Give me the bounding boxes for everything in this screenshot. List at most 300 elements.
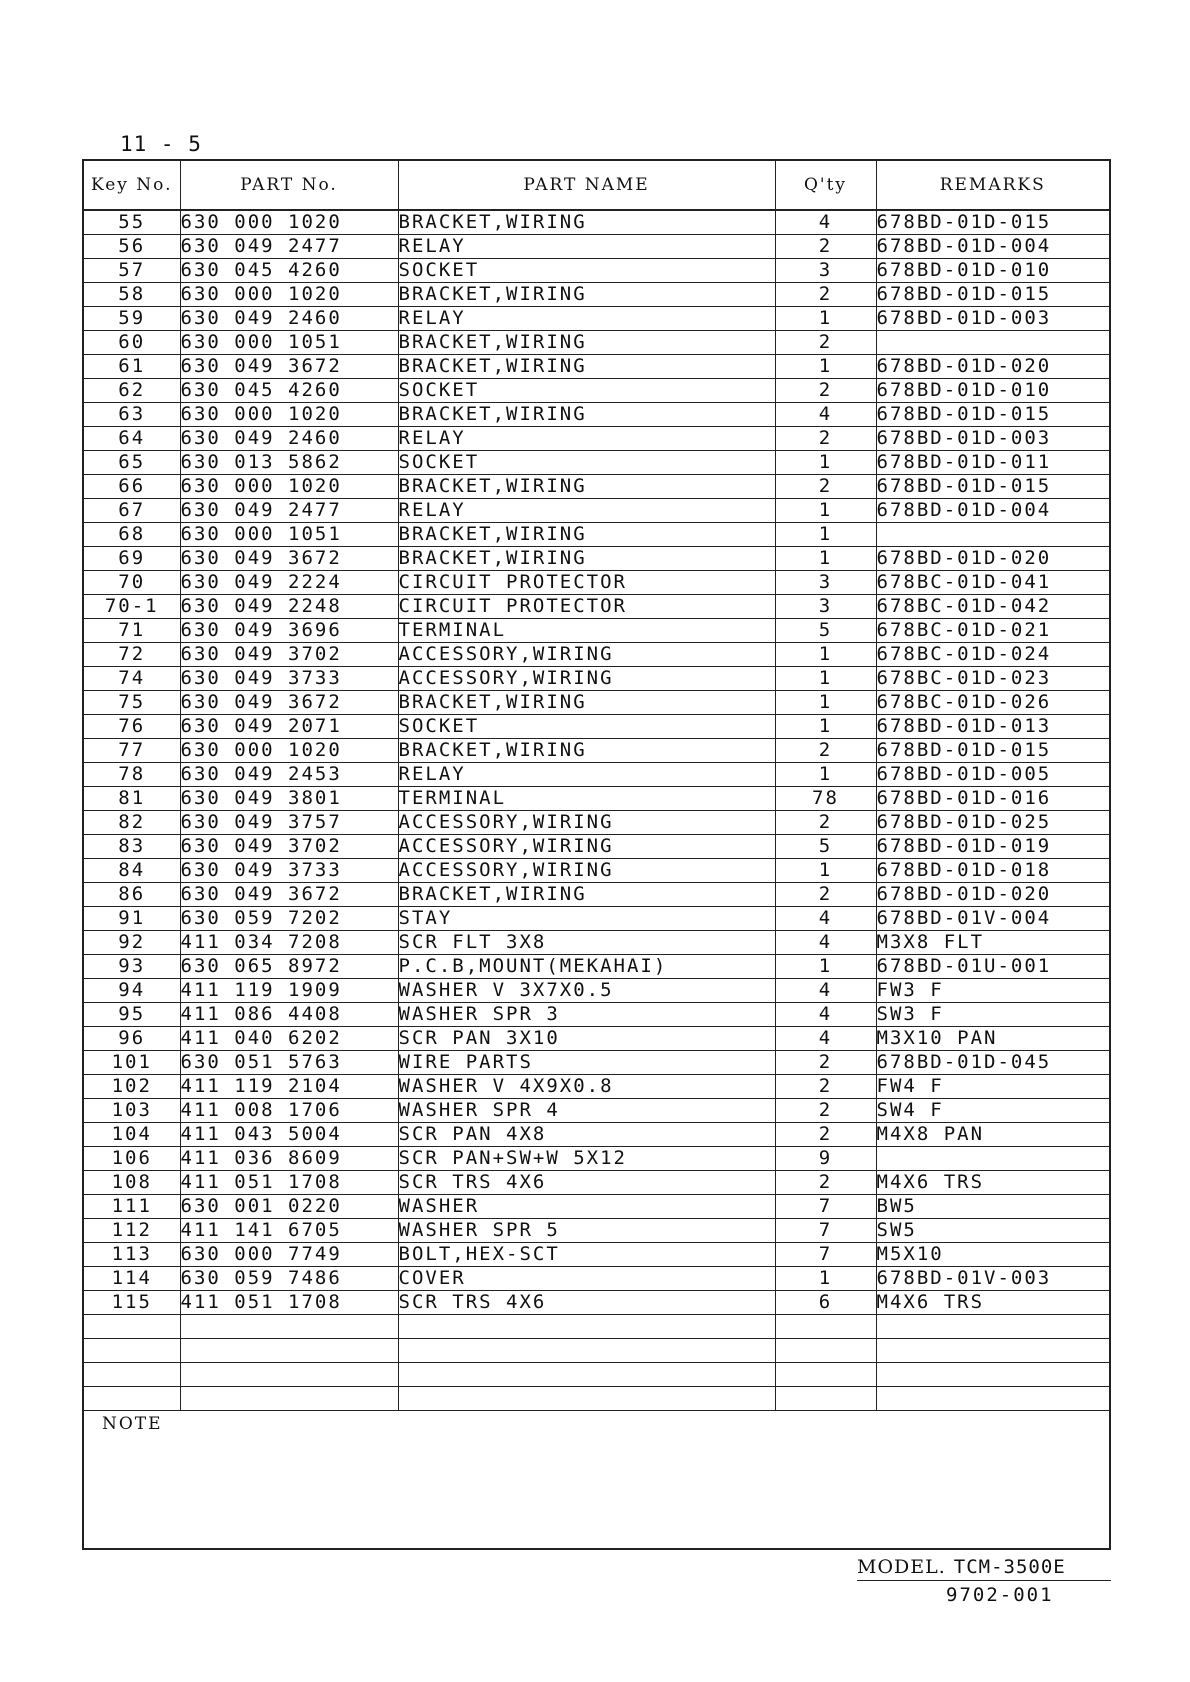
row-key-no: 74 xyxy=(84,667,180,691)
row-part-name: P.C.B,MOUNT(MEKAHAI) xyxy=(398,955,775,979)
row-key-no: 75 xyxy=(84,691,180,715)
table-row xyxy=(84,1315,1109,1339)
row-remarks: 678BD-01D-011 xyxy=(876,451,1109,475)
row-part-name: RELAY xyxy=(398,499,775,523)
table-row xyxy=(84,955,1109,979)
row-qty xyxy=(775,1387,876,1411)
row-part-name: WASHER V 4X9X0.8 xyxy=(398,1075,775,1099)
table-row xyxy=(84,811,1109,835)
model-line xyxy=(857,1556,1111,1581)
row-part-no: 411 119 1909 xyxy=(180,979,398,1003)
row-remarks: 678BC-01D-024 xyxy=(876,643,1109,667)
row-remarks xyxy=(876,331,1109,355)
row-part-no: 630 049 3733 xyxy=(180,859,398,883)
table-row xyxy=(84,907,1109,931)
row-part-no: 411 036 8609 xyxy=(180,1147,398,1171)
row-remarks: 678BD-01D-010 xyxy=(876,379,1109,403)
model-value: TCM-3500E xyxy=(953,1556,1066,1578)
row-part-no: 630 045 4260 xyxy=(180,379,398,403)
row-qty: 78 xyxy=(775,787,876,811)
row-part-no: 630 049 3672 xyxy=(180,883,398,907)
table-row xyxy=(84,379,1109,403)
row-key-no: 67 xyxy=(84,499,180,523)
row-part-no: 411 086 4408 xyxy=(180,1003,398,1027)
row-key-no: 95 xyxy=(84,1003,180,1027)
row-qty: 2 xyxy=(775,1123,876,1147)
row-part-name: WIRE PARTS xyxy=(398,1051,775,1075)
row-part-no: 630 049 3672 xyxy=(180,691,398,715)
row-key-no: 102 xyxy=(84,1075,180,1099)
row-key-no: 60 xyxy=(84,331,180,355)
row-part-no xyxy=(180,1339,398,1363)
row-qty: 1 xyxy=(775,547,876,571)
table-row xyxy=(84,1027,1109,1051)
row-key-no: 57 xyxy=(84,259,180,283)
row-remarks: 678BD-01D-025 xyxy=(876,811,1109,835)
row-part-no: 630 013 5862 xyxy=(180,451,398,475)
row-part-no: 630 049 3702 xyxy=(180,643,398,667)
row-part-no: 630 049 3702 xyxy=(180,835,398,859)
row-part-no: 630 051 5763 xyxy=(180,1051,398,1075)
row-key-no: 71 xyxy=(84,619,180,643)
row-qty: 1 xyxy=(775,763,876,787)
parts-table xyxy=(84,161,1109,1411)
row-key-no: 82 xyxy=(84,811,180,835)
row-remarks: M5X10 xyxy=(876,1243,1109,1267)
row-key-no: 56 xyxy=(84,235,180,259)
table-row xyxy=(84,210,1109,235)
row-part-name: SOCKET xyxy=(398,451,775,475)
table-row xyxy=(84,475,1109,499)
table-row xyxy=(84,259,1109,283)
row-remarks: M4X8 PAN xyxy=(876,1123,1109,1147)
row-remarks: FW3 F xyxy=(876,979,1109,1003)
row-part-no: 411 051 1708 xyxy=(180,1291,398,1315)
row-key-no: 61 xyxy=(84,355,180,379)
row-key-no: 64 xyxy=(84,427,180,451)
row-key-no: 104 xyxy=(84,1123,180,1147)
row-part-no: 630 000 7749 xyxy=(180,1243,398,1267)
table-row xyxy=(84,1243,1109,1267)
row-key-no: 92 xyxy=(84,931,180,955)
row-part-no: 630 045 4260 xyxy=(180,259,398,283)
row-qty: 2 xyxy=(775,739,876,763)
table-row xyxy=(84,307,1109,331)
row-qty: 1 xyxy=(775,451,876,475)
row-remarks: M4X6 TRS xyxy=(876,1291,1109,1315)
model-label: MODEL. xyxy=(857,1556,946,1578)
row-qty: 1 xyxy=(775,643,876,667)
row-qty xyxy=(775,1315,876,1339)
table-row xyxy=(84,1147,1109,1171)
table-row xyxy=(84,835,1109,859)
row-part-no: 630 000 1020 xyxy=(180,283,398,307)
row-part-no: 630 065 8972 xyxy=(180,955,398,979)
row-qty xyxy=(775,1339,876,1363)
row-part-name: ACCESSORY,WIRING xyxy=(398,643,775,667)
table-row xyxy=(84,1051,1109,1075)
table-row xyxy=(84,931,1109,955)
row-part-name: SOCKET xyxy=(398,379,775,403)
header-remarks: REMARKS xyxy=(876,161,1109,210)
row-key-no xyxy=(84,1339,180,1363)
row-part-name: SCR PAN 4X8 xyxy=(398,1123,775,1147)
row-part-no: 630 049 3672 xyxy=(180,547,398,571)
row-part-name: WASHER SPR 5 xyxy=(398,1219,775,1243)
row-part-no: 630 049 2460 xyxy=(180,427,398,451)
row-remarks: FW4 F xyxy=(876,1075,1109,1099)
row-part-name: SCR TRS 4X6 xyxy=(398,1171,775,1195)
header-part-no: PART No. xyxy=(180,161,398,210)
table-row xyxy=(84,235,1109,259)
page-number: 11 - 5 xyxy=(120,132,202,156)
table-row xyxy=(84,643,1109,667)
row-part-name: ACCESSORY,WIRING xyxy=(398,811,775,835)
row-qty: 1 xyxy=(775,691,876,715)
table-row xyxy=(84,859,1109,883)
row-part-name: WASHER SPR 3 xyxy=(398,1003,775,1027)
row-qty: 4 xyxy=(775,1003,876,1027)
row-qty: 2 xyxy=(775,1171,876,1195)
table-row xyxy=(84,547,1109,571)
table-row xyxy=(84,1195,1109,1219)
row-part-name: BRACKET,WIRING xyxy=(398,403,775,427)
row-part-no: 630 049 3733 xyxy=(180,667,398,691)
row-remarks: 678BD-01D-016 xyxy=(876,787,1109,811)
row-qty: 3 xyxy=(775,259,876,283)
row-key-no: 113 xyxy=(84,1243,180,1267)
row-remarks: 678BD-01D-003 xyxy=(876,307,1109,331)
row-qty: 2 xyxy=(775,1075,876,1099)
row-key-no: 94 xyxy=(84,979,180,1003)
row-qty: 2 xyxy=(775,331,876,355)
row-part-no: 630 000 1020 xyxy=(180,475,398,499)
row-key-no: 76 xyxy=(84,715,180,739)
row-part-name: CIRCUIT PROTECTOR xyxy=(398,595,775,619)
row-remarks: 678BD-01D-019 xyxy=(876,835,1109,859)
row-part-no: 411 040 6202 xyxy=(180,1027,398,1051)
row-part-name: SOCKET xyxy=(398,259,775,283)
table-row xyxy=(84,1171,1109,1195)
table-row xyxy=(84,763,1109,787)
row-qty: 1 xyxy=(775,715,876,739)
row-remarks: 678BD-01D-004 xyxy=(876,499,1109,523)
row-part-name: CIRCUIT PROTECTOR xyxy=(398,571,775,595)
row-qty: 2 xyxy=(775,283,876,307)
row-part-name: BRACKET,WIRING xyxy=(398,283,775,307)
row-part-name: BOLT,HEX-SCT xyxy=(398,1243,775,1267)
table-row xyxy=(84,619,1109,643)
row-key-no: 66 xyxy=(84,475,180,499)
row-remarks: SW5 xyxy=(876,1219,1109,1243)
row-qty: 2 xyxy=(775,1051,876,1075)
row-part-no: 630 049 3696 xyxy=(180,619,398,643)
row-part-name: ACCESSORY,WIRING xyxy=(398,859,775,883)
row-remarks: 678BD-01D-004 xyxy=(876,235,1109,259)
row-part-name: RELAY xyxy=(398,235,775,259)
row-qty: 1 xyxy=(775,1267,876,1291)
row-qty: 1 xyxy=(775,955,876,979)
row-part-no: 630 000 1051 xyxy=(180,523,398,547)
row-qty: 2 xyxy=(775,1099,876,1123)
row-remarks: 678BD-01D-020 xyxy=(876,547,1109,571)
row-qty: 9 xyxy=(775,1147,876,1171)
row-remarks: 678BD-01D-018 xyxy=(876,859,1109,883)
row-part-name: TERMINAL xyxy=(398,787,775,811)
row-part-no: 630 059 7202 xyxy=(180,907,398,931)
row-qty: 4 xyxy=(775,210,876,235)
header-part-name: PART NAME xyxy=(398,161,775,210)
row-key-no: 70 xyxy=(84,571,180,595)
row-qty: 2 xyxy=(775,811,876,835)
row-part-name xyxy=(398,1339,775,1363)
row-part-name: WASHER SPR 4 xyxy=(398,1099,775,1123)
row-remarks: 678BD-01D-003 xyxy=(876,427,1109,451)
row-key-no: 106 xyxy=(84,1147,180,1171)
row-remarks: 678BD-01V-004 xyxy=(876,907,1109,931)
table-row xyxy=(84,667,1109,691)
row-part-no: 411 141 6705 xyxy=(180,1219,398,1243)
row-qty: 5 xyxy=(775,619,876,643)
row-key-no: 84 xyxy=(84,859,180,883)
row-remarks: 678BD-01D-015 xyxy=(876,739,1109,763)
row-part-name: SOCKET xyxy=(398,715,775,739)
parts-list-sheet xyxy=(82,159,1111,1550)
row-key-no: 55 xyxy=(84,210,180,235)
row-part-no: 630 049 2224 xyxy=(180,571,398,595)
row-qty: 7 xyxy=(775,1219,876,1243)
row-part-no xyxy=(180,1315,398,1339)
table-row xyxy=(84,715,1109,739)
row-remarks: 678BC-01D-026 xyxy=(876,691,1109,715)
row-key-no: 112 xyxy=(84,1219,180,1243)
row-remarks xyxy=(876,523,1109,547)
header-qty: Q'ty xyxy=(775,161,876,210)
row-key-no: 77 xyxy=(84,739,180,763)
row-key-no: 58 xyxy=(84,283,180,307)
row-part-no: 411 034 7208 xyxy=(180,931,398,955)
row-part-name: BRACKET,WIRING xyxy=(398,355,775,379)
row-part-no: 630 049 2248 xyxy=(180,595,398,619)
row-part-no: 630 001 0220 xyxy=(180,1195,398,1219)
row-part-name: TERMINAL xyxy=(398,619,775,643)
row-part-name: BRACKET,WIRING xyxy=(398,547,775,571)
row-qty: 1 xyxy=(775,307,876,331)
row-part-name: BRACKET,WIRING xyxy=(398,475,775,499)
row-key-no: 101 xyxy=(84,1051,180,1075)
row-key-no: 78 xyxy=(84,763,180,787)
row-qty: 7 xyxy=(775,1243,876,1267)
row-remarks: SW3 F xyxy=(876,1003,1109,1027)
row-qty: 4 xyxy=(775,979,876,1003)
row-part-no: 411 043 5004 xyxy=(180,1123,398,1147)
row-part-no: 630 000 1051 xyxy=(180,331,398,355)
row-remarks: BW5 xyxy=(876,1195,1109,1219)
row-key-no: 69 xyxy=(84,547,180,571)
row-remarks xyxy=(876,1387,1109,1411)
table-row xyxy=(84,451,1109,475)
table-row xyxy=(84,283,1109,307)
row-part-name: SCR PAN+SW+W 5X12 xyxy=(398,1147,775,1171)
row-remarks: 678BD-01U-001 xyxy=(876,955,1109,979)
row-key-no: 91 xyxy=(84,907,180,931)
table-row xyxy=(84,331,1109,355)
row-qty: 2 xyxy=(775,475,876,499)
row-key-no: 111 xyxy=(84,1195,180,1219)
table-header-row xyxy=(84,161,1109,210)
table-row xyxy=(84,1123,1109,1147)
row-part-no: 630 049 3757 xyxy=(180,811,398,835)
row-qty: 2 xyxy=(775,235,876,259)
row-qty: 6 xyxy=(775,1291,876,1315)
table-row xyxy=(84,1339,1109,1363)
table-row xyxy=(84,1003,1109,1027)
row-qty: 1 xyxy=(775,523,876,547)
row-key-no: 68 xyxy=(84,523,180,547)
table-row xyxy=(84,1075,1109,1099)
row-remarks: 678BC-01D-021 xyxy=(876,619,1109,643)
table-row xyxy=(84,1291,1109,1315)
row-remarks: SW4 F xyxy=(876,1099,1109,1123)
row-remarks: 678BD-01D-015 xyxy=(876,403,1109,427)
row-remarks: 678BD-01D-013 xyxy=(876,715,1109,739)
row-part-no: 411 119 2104 xyxy=(180,1075,398,1099)
table-row xyxy=(84,1363,1109,1387)
header-key-no: Key No. xyxy=(84,161,180,210)
table-row xyxy=(84,499,1109,523)
row-part-no: 630 049 2460 xyxy=(180,307,398,331)
row-part-name: SCR TRS 4X6 xyxy=(398,1291,775,1315)
row-qty: 1 xyxy=(775,859,876,883)
row-remarks: 678BD-01D-020 xyxy=(876,355,1109,379)
table-row xyxy=(84,1267,1109,1291)
row-part-no xyxy=(180,1363,398,1387)
row-qty xyxy=(775,1363,876,1387)
row-remarks: 678BC-01D-042 xyxy=(876,595,1109,619)
row-key-no: 86 xyxy=(84,883,180,907)
row-key-no: 62 xyxy=(84,379,180,403)
row-key-no xyxy=(84,1315,180,1339)
row-part-no: 630 049 2453 xyxy=(180,763,398,787)
row-remarks xyxy=(876,1339,1109,1363)
row-remarks xyxy=(876,1363,1109,1387)
row-qty: 4 xyxy=(775,931,876,955)
row-part-no: 630 049 3672 xyxy=(180,355,398,379)
table-row xyxy=(84,403,1109,427)
row-key-no: 93 xyxy=(84,955,180,979)
row-qty: 1 xyxy=(775,355,876,379)
row-part-name xyxy=(398,1363,775,1387)
row-part-no: 630 000 1020 xyxy=(180,403,398,427)
row-qty: 4 xyxy=(775,907,876,931)
table-row xyxy=(84,787,1109,811)
table-row xyxy=(84,523,1109,547)
row-part-name xyxy=(398,1387,775,1411)
row-part-name: BRACKET,WIRING xyxy=(398,210,775,235)
row-remarks xyxy=(876,1315,1109,1339)
table-row xyxy=(84,571,1109,595)
row-remarks: 678BD-01V-003 xyxy=(876,1267,1109,1291)
table-row xyxy=(84,427,1109,451)
row-part-name xyxy=(398,1315,775,1339)
table-body xyxy=(84,210,1109,1411)
row-qty: 3 xyxy=(775,571,876,595)
table-row xyxy=(84,691,1109,715)
table-row xyxy=(84,1219,1109,1243)
row-key-no: 65 xyxy=(84,451,180,475)
row-part-name: BRACKET,WIRING xyxy=(398,883,775,907)
row-part-no: 630 049 2477 xyxy=(180,235,398,259)
row-part-name: BRACKET,WIRING xyxy=(398,691,775,715)
row-qty: 5 xyxy=(775,835,876,859)
row-remarks: M4X6 TRS xyxy=(876,1171,1109,1195)
row-key-no: 70-1 xyxy=(84,595,180,619)
table-row xyxy=(84,1099,1109,1123)
row-qty: 2 xyxy=(775,379,876,403)
document-code: 9702-001 xyxy=(946,1584,1054,1606)
row-part-name: WASHER V 3X7X0.5 xyxy=(398,979,775,1003)
row-qty: 1 xyxy=(775,499,876,523)
table-row xyxy=(84,979,1109,1003)
row-part-no xyxy=(180,1387,398,1411)
row-key-no: 83 xyxy=(84,835,180,859)
row-key-no xyxy=(84,1387,180,1411)
row-remarks: 678BD-01D-005 xyxy=(876,763,1109,787)
table-row xyxy=(84,595,1109,619)
row-part-name: BRACKET,WIRING xyxy=(398,523,775,547)
row-key-no: 108 xyxy=(84,1171,180,1195)
row-remarks: 678BC-01D-041 xyxy=(876,571,1109,595)
row-part-name: SCR FLT 3X8 xyxy=(398,931,775,955)
row-remarks: 678BD-01D-020 xyxy=(876,883,1109,907)
row-part-no: 630 049 2477 xyxy=(180,499,398,523)
row-part-name: RELAY xyxy=(398,427,775,451)
row-remarks xyxy=(876,1147,1109,1171)
row-part-name: BRACKET,WIRING xyxy=(398,739,775,763)
row-key-no: 81 xyxy=(84,787,180,811)
row-remarks: 678BD-01D-015 xyxy=(876,475,1109,499)
row-remarks: M3X8 FLT xyxy=(876,931,1109,955)
row-part-name: WASHER xyxy=(398,1195,775,1219)
table-row xyxy=(84,739,1109,763)
row-part-no: 411 051 1708 xyxy=(180,1171,398,1195)
row-qty: 1 xyxy=(775,667,876,691)
row-remarks: 678BC-01D-023 xyxy=(876,667,1109,691)
row-part-no: 630 049 3801 xyxy=(180,787,398,811)
row-part-no: 630 000 1020 xyxy=(180,210,398,235)
row-qty: 4 xyxy=(775,403,876,427)
row-key-no: 63 xyxy=(84,403,180,427)
row-key-no: 114 xyxy=(84,1267,180,1291)
table-row xyxy=(84,883,1109,907)
row-part-name: RELAY xyxy=(398,307,775,331)
row-key-no: 72 xyxy=(84,643,180,667)
note-label: NOTE xyxy=(102,1414,163,1434)
row-remarks: 678BD-01D-010 xyxy=(876,259,1109,283)
row-part-no: 630 049 2071 xyxy=(180,715,398,739)
row-key-no xyxy=(84,1363,180,1387)
row-qty: 2 xyxy=(775,883,876,907)
row-part-name: STAY xyxy=(398,907,775,931)
row-part-name: ACCESSORY,WIRING xyxy=(398,835,775,859)
row-remarks: M3X10 PAN xyxy=(876,1027,1109,1051)
table-row xyxy=(84,355,1109,379)
row-qty: 4 xyxy=(775,1027,876,1051)
row-remarks: 678BD-01D-015 xyxy=(876,283,1109,307)
row-qty: 2 xyxy=(775,427,876,451)
row-part-name: BRACKET,WIRING xyxy=(398,331,775,355)
table-row xyxy=(84,1387,1109,1411)
